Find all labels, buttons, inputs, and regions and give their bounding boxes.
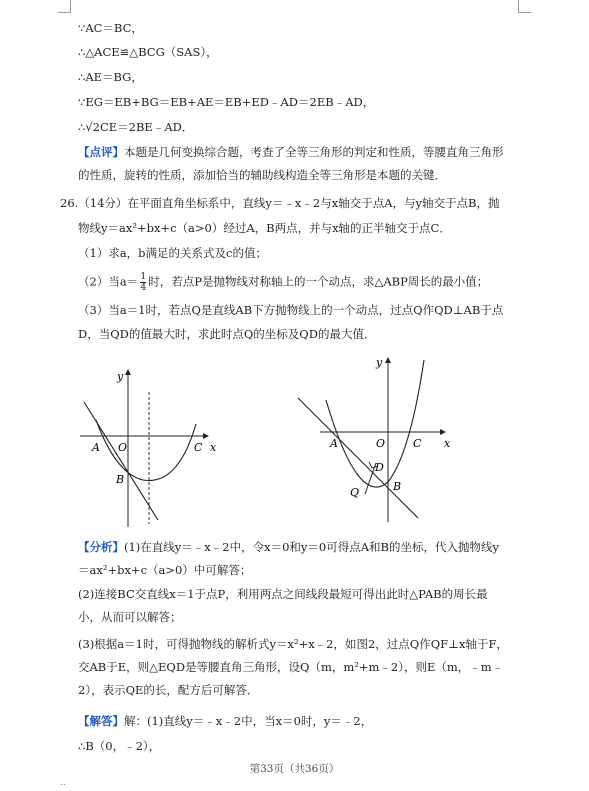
line-ab	[84, 402, 158, 520]
problem-statement-2: 物线y＝ax²+bx+c（a>0）经过A，B两点，并与x轴的正半轴交于点C．	[78, 221, 451, 235]
label-c: C	[413, 437, 422, 450]
line-ab	[298, 398, 418, 518]
page-footer: 第33页（共36页）	[249, 763, 340, 775]
question-2: （2）当a＝ $\frac{1}{4}$ 时，若点P是抛物线对称轴上的一个动点，求△ABP周长的最小值；	[78, 271, 489, 293]
label-q: Q	[350, 486, 360, 499]
solution-line-2: ∴B（0，﹣2），	[78, 739, 161, 753]
proof-line: ∵EG＝EB+BG＝EB+AE＝EB+ED﹣AD＝2EB﹣AD，	[78, 95, 375, 109]
solution-line-1: 【解答】解：(1)直线y＝﹣x﹣2中，当x＝0时，y＝﹣2，	[78, 714, 373, 728]
review-tag: 【点评】	[78, 145, 124, 159]
label-o: O	[118, 441, 128, 454]
label-b: B	[393, 480, 402, 493]
problem-line	[60, 195, 499, 211]
review-text: 本题是几何变换综合题，考查了全等三角形的判定和性质，等腰直角三角形的性质，旋转的性质，添加恰当的辅助线构造全等三角形是本题的关键．	[78, 145, 504, 182]
analysis-part-2: (2)连接BC交直线x＝1于点P，利用两点之间线段最短可得出此时△PAB的周长最小，从而可以解答；	[78, 587, 488, 624]
analysis-part-1: 【分析】(1)在直线y＝﹣x﹣2中，令x＝0和y＝0可得点A和B的坐标，代入抛物线y＝ax²+bx+c（a>0）中可解答；	[78, 540, 499, 577]
label-d: D	[375, 461, 384, 474]
proof-line: ∵AC＝BC，	[78, 21, 143, 35]
problem-number: 26.	[60, 196, 79, 210]
question-3-line-1: （3）当a＝1时，若点Q是直线AB下方抛物线上的一个动点，过点Q作QD⊥AB于点	[78, 303, 504, 317]
label-o: O	[376, 437, 386, 450]
problem-statement-1: （14分）在平面直角坐标系中，直线y＝﹣x﹣2与x轴交于点A，与y轴交于点B，抛	[78, 196, 500, 210]
label-a: A	[92, 441, 100, 454]
crop-mark-left	[58, 0, 71, 13]
label-y: y	[117, 370, 124, 383]
figure-2	[290, 350, 465, 528]
fraction-numerator: 1	[140, 271, 147, 282]
proof-line: ∴△ACE≌△BCG（SAS），	[78, 45, 218, 59]
label-y: y	[376, 356, 383, 369]
review-paragraph	[78, 141, 510, 187]
analysis-part-3: (3)根据a＝1时，可得抛物线的解析式y＝x²+x﹣2，如图2，过点Q作QF⊥x轴于F，交AB于E，则△EQD是等腰直角三角形，设Q（m，m²+m﹣2），则E（m，﹣m﹣2），表示QE的长，配方后可解答．	[78, 637, 508, 697]
question-3-line-2: D，当QD的值最大时，求此时点Q的坐标及QD的最大值．	[78, 327, 376, 341]
label-a: A	[330, 437, 338, 450]
parabola	[96, 420, 196, 481]
label-x: x	[210, 441, 217, 454]
proof-line: ∴AE＝BG，	[78, 70, 143, 84]
proof-line: ∴√2CE＝2BE﹣AD．	[78, 120, 194, 134]
solution-tag: 【解答】	[78, 714, 124, 728]
crop-mark-right	[518, 0, 531, 13]
fraction-denominator: 4	[140, 282, 147, 293]
label-b: B	[116, 473, 125, 486]
figure-1	[78, 362, 228, 534]
analysis-tag: 【分析】	[78, 540, 124, 554]
label-x: x	[444, 437, 451, 450]
question-1: （1）求a，b满足的关系式及c的值；	[78, 246, 267, 260]
label-c: C	[194, 441, 203, 454]
margin-mark: ..	[60, 778, 66, 788]
